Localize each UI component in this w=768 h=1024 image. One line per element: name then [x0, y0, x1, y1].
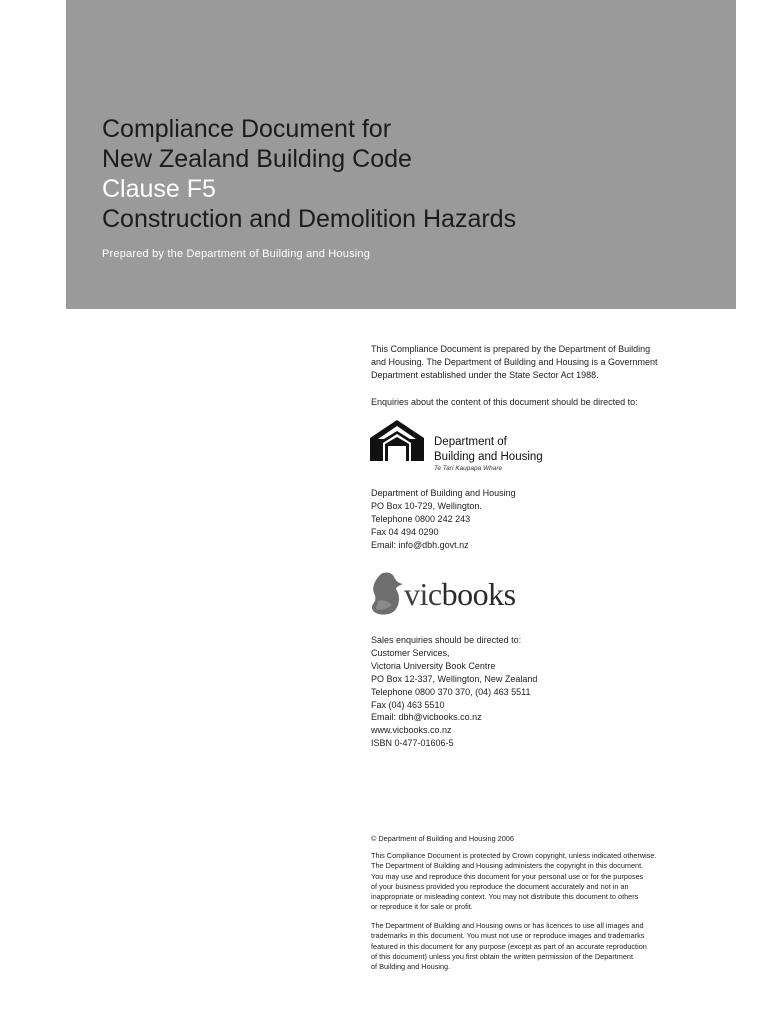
- cover-header-panel: [66, 0, 736, 309]
- prepared-by-text: Prepared by the Department of Building and Housing: [102, 248, 371, 260]
- vicbooks-contact-line: Victoria University Book Centre: [371, 660, 496, 671]
- copyright-line: This Compliance Document is protected by Crown copyright, unless indicated otherwise.: [371, 851, 657, 860]
- dbh-contact-line: Telephone 0800 242 243: [371, 513, 471, 524]
- title-line: Compliance Document for: [102, 115, 392, 143]
- vicbooks-bird-icon: [370, 571, 408, 617]
- intro-line: This Compliance Document is prepared by the Department of Building: [371, 344, 651, 354]
- clause-title-line: Clause F5: [102, 175, 216, 203]
- document-title: [102, 114, 516, 234]
- vicbooks-contact-line: Telephone 0800 370 370, (04) 463 5511: [371, 686, 531, 697]
- copyright-heading: © Department of Building and Housing 2006: [371, 834, 514, 843]
- trademark-line: The Department of Building and Housing owns or has licences to use all images and: [371, 921, 644, 930]
- vicbooks-contact-line: Email: dbh@vicbooks.co.nz: [371, 712, 482, 723]
- copyright-line: of your business provided you reproduce the document accurately and not in an: [371, 881, 629, 891]
- title-line: Construction and Demolition Hazards: [102, 205, 517, 233]
- title-line: New Zealand Building Code: [102, 145, 412, 173]
- trademark-line: of Building and Housing.: [371, 962, 451, 972]
- vicbooks-wordmark-vic: vic: [404, 576, 442, 612]
- dbh-contact-line: Fax 04 494 0290: [371, 526, 439, 537]
- dbh-logo-name-line: Department of: [434, 436, 507, 448]
- dbh-contact-line: Email: info@dbh.govt.nz: [371, 539, 469, 550]
- dbh-contact-block: [371, 487, 516, 552]
- dbh-contact-line: Department of Building and Housing: [371, 488, 516, 498]
- intro-line: Department established under the State Sector Act 1988.: [371, 369, 599, 380]
- dbh-logo-name-line: Building and Housing: [434, 450, 543, 463]
- vicbooks-contact-block: [371, 634, 537, 750]
- copyright-line: inappropriate or misleading context. You may not distribute this document to others: [371, 892, 639, 902]
- vicbooks-contact-line: Customer Services,: [371, 647, 450, 658]
- trademark-line: featured in this document for any purpose (except as part of an accurate reproduction: [371, 941, 647, 951]
- vicbooks-wordmark: [404, 576, 516, 612]
- vicbooks-wordmark-books: books: [441, 576, 516, 612]
- copyright-line: The Department of Building and Housing administers the copyright in this document.: [371, 861, 644, 871]
- intro-paragraph: [371, 343, 716, 382]
- vicbooks-contact-line: ISBN 0-477-01606-5: [371, 738, 454, 749]
- intro-line: and Housing. The Department of Building and Housing is a Government: [371, 356, 658, 367]
- vicbooks-contact-line: Fax (04) 463 5510: [371, 699, 445, 710]
- dbh-logo-maori-name: Te Tari Kaupapa Whare: [434, 465, 503, 472]
- trademark-line: trademarks in this document. You must not use or reproduce images and trademarks: [371, 931, 645, 941]
- vicbooks-logo: [370, 571, 545, 617]
- enquiries-text: Enquiries about the content of this document should be directed to:: [371, 397, 638, 407]
- vicbooks-contact-line: Sales enquiries should be directed to:: [371, 635, 522, 645]
- trademark-line: of this document) unless you first obtain the written permission of the Department: [371, 951, 634, 961]
- copyright-line: or reproduce it for sale or profit.: [371, 902, 473, 912]
- dbh-contact-line: PO Box 10-729, Wellington.: [371, 500, 482, 511]
- copyright-paragraph: [371, 851, 716, 913]
- copyright-line: You may use and reproduce this document for your personal use or for the purposes: [371, 871, 644, 881]
- dbh-house-icon: [370, 420, 432, 462]
- trademark-paragraph: [371, 921, 716, 972]
- dbh-logo-name: [434, 435, 543, 464]
- vicbooks-contact-line: PO Box 12-337, Wellington, New Zealand: [371, 673, 538, 684]
- vicbooks-contact-line: www.vicbooks.co.nz: [371, 725, 452, 736]
